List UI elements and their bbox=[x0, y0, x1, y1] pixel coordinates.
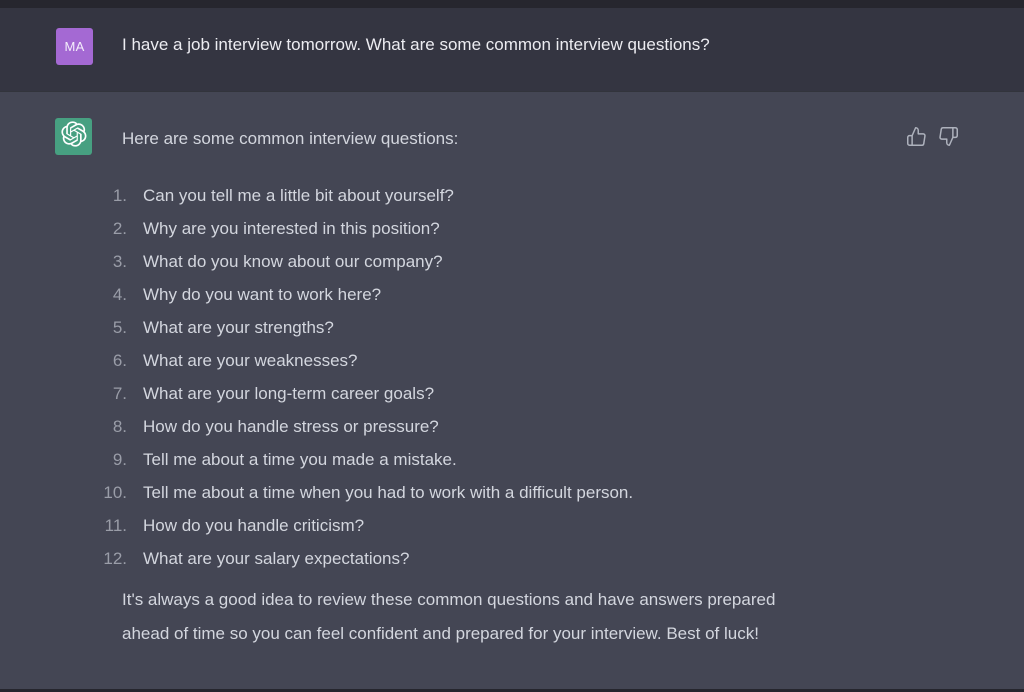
question-list-item bbox=[112, 186, 912, 206]
assistant-avatar bbox=[55, 118, 92, 155]
question-number: 7. bbox=[112, 384, 127, 403]
question-list-item bbox=[103, 549, 912, 569]
closing-line-1: It's always a good idea to review these common questions and have answers prepared bbox=[122, 590, 776, 609]
question-list-item bbox=[112, 318, 912, 338]
question-text: What are your salary expectations? bbox=[143, 549, 410, 568]
question-text: Tell me about a time when you had to work with a difficult person. bbox=[143, 483, 634, 502]
question-list-item bbox=[112, 219, 912, 239]
user-avatar bbox=[56, 28, 93, 65]
question-list-item bbox=[112, 351, 912, 371]
question-number: 9. bbox=[112, 450, 127, 469]
question-list-item bbox=[103, 483, 912, 503]
question-number: 12. bbox=[103, 549, 127, 568]
assistant-intro-text: Here are some common interview questions: bbox=[122, 129, 459, 148]
assistant-message-content bbox=[103, 129, 912, 651]
question-number: 1. bbox=[112, 186, 127, 205]
window-top-edge bbox=[0, 0, 1024, 8]
question-list-item bbox=[112, 285, 912, 305]
user-message-text: I have a job interview tomorrow. What are some common interview questions? bbox=[122, 35, 710, 54]
question-number: 2. bbox=[112, 219, 127, 238]
question-text: How do you handle stress or pressure? bbox=[143, 417, 439, 436]
question-text: What do you know about our company? bbox=[143, 252, 443, 271]
question-number: 6. bbox=[112, 351, 127, 370]
question-text: Tell me about a time you made a mistake. bbox=[143, 450, 457, 469]
user-avatar-initials: MA bbox=[64, 39, 85, 54]
assistant-message-row bbox=[0, 91, 1024, 689]
question-list-item bbox=[104, 516, 912, 536]
question-text: Why are you interested in this position? bbox=[143, 219, 440, 238]
closing-paragraph bbox=[122, 583, 902, 651]
question-list bbox=[103, 186, 912, 569]
thumbs-down-button[interactable] bbox=[937, 125, 960, 148]
question-number: 5. bbox=[112, 318, 127, 337]
thumbs-up-button[interactable] bbox=[905, 125, 928, 148]
question-text: What are your long-term career goals? bbox=[143, 384, 435, 403]
question-number: 11. bbox=[104, 516, 127, 535]
question-list-item bbox=[112, 417, 912, 437]
user-message-row bbox=[0, 8, 1024, 91]
closing-line-2: ahead of time so you can feel confident and prepared for your interview. Best of luck! bbox=[122, 624, 759, 643]
question-text: Can you tell me a little bit about yourself? bbox=[143, 186, 454, 205]
question-number: 3. bbox=[112, 252, 127, 271]
thumbs-up-icon bbox=[906, 126, 927, 147]
question-text: Why do you want to work here? bbox=[143, 285, 382, 304]
question-number: 10. bbox=[103, 483, 127, 502]
question-number: 4. bbox=[112, 285, 127, 304]
question-number: 8. bbox=[112, 417, 127, 436]
question-text: What are your strengths? bbox=[143, 318, 334, 337]
openai-logo-icon bbox=[61, 121, 87, 152]
feedback-actions bbox=[905, 125, 960, 148]
question-list-item bbox=[112, 252, 912, 272]
question-list-item bbox=[112, 450, 912, 470]
question-text: What are your weaknesses? bbox=[143, 351, 358, 370]
thumbs-down-icon bbox=[938, 126, 959, 147]
question-list-item bbox=[112, 384, 912, 404]
question-text: How do you handle criticism? bbox=[143, 516, 365, 535]
